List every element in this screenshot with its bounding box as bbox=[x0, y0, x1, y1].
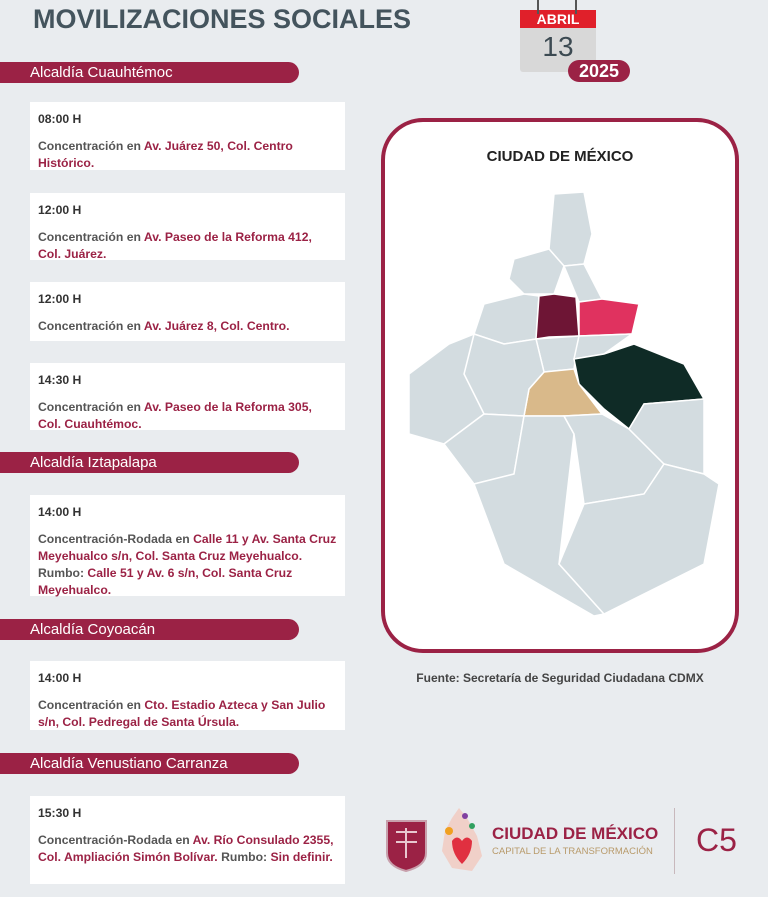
event-card bbox=[30, 193, 345, 260]
event-type: Concentración-Rodada bbox=[38, 833, 173, 847]
map-title: CIUDAD DE MÉXICO bbox=[486, 148, 634, 165]
event-location: Calle 11 y Av. Santa Cruz Meyehualco s/n, Col. Santa Cruz Meyehualco. bbox=[38, 532, 337, 563]
map-panel bbox=[381, 118, 739, 653]
event-location: Av. Paseo de la Reforma 412, Col. Juárez. bbox=[38, 230, 312, 261]
event-type: en bbox=[123, 698, 145, 712]
event-time: 12:00 H bbox=[38, 203, 82, 217]
event-type: en bbox=[172, 833, 193, 847]
c5-logo: C5 bbox=[696, 822, 737, 858]
event-type: Concentración-Rodada bbox=[38, 532, 173, 546]
section-header: Alcaldía Venustiano Carranza bbox=[0, 753, 299, 774]
cdmx-shield-icon bbox=[384, 818, 429, 873]
event-type: Rumbo: bbox=[217, 850, 271, 864]
event-time: 12:00 H bbox=[38, 292, 82, 306]
section-header: Alcaldía Cuauhtémoc bbox=[0, 62, 299, 83]
calendar-day: 13 bbox=[542, 31, 574, 62]
source-note: Fuente: Secretaría de Seguridad Ciudadana CDMX bbox=[416, 671, 704, 685]
event-description bbox=[38, 697, 337, 731]
event-card bbox=[30, 796, 345, 884]
calendar-badge bbox=[518, 0, 633, 90]
event-type: Concentración bbox=[38, 230, 124, 244]
footer-divider bbox=[674, 808, 675, 874]
event-location: Av. Juárez 8, Col. Centro. bbox=[143, 319, 290, 333]
calendar-month: ABRIL bbox=[536, 11, 580, 27]
cdmx-heart-map-icon bbox=[437, 806, 487, 874]
calendar-year: 2025 bbox=[578, 61, 620, 81]
logo-title: CIUDAD DE MÉXICO bbox=[492, 824, 659, 843]
event-description bbox=[38, 229, 337, 263]
event-description bbox=[38, 531, 337, 599]
event-location: Av. Paseo de la Reforma 305, Col. Cuauhtémoc. bbox=[38, 400, 312, 431]
event-description bbox=[38, 399, 337, 433]
map-region-azcapotzalco bbox=[509, 249, 564, 294]
map-region-gam bbox=[549, 192, 592, 266]
event-type: en bbox=[123, 230, 144, 244]
event-time: 14:00 H bbox=[38, 671, 82, 685]
event-location: Av. Río Consulado 2355, Col. Ampliación Simón Bolívar. bbox=[38, 833, 334, 864]
event-type: Concentración bbox=[38, 400, 124, 414]
event-location: Cto. Estadio Azteca y San Julio s/n, Col. Pedregal de Santa Úrsula. bbox=[38, 698, 326, 729]
event-time: 08:00 H bbox=[38, 112, 82, 126]
map-region-cuauhtemoc bbox=[536, 294, 579, 339]
event-location: Av. Juárez 50, Col. Centro Histórico. bbox=[38, 139, 293, 170]
page-title: MOVILIZACIONES SOCIALES bbox=[33, 4, 412, 34]
section-header: Alcaldía Iztapalapa bbox=[0, 452, 299, 473]
cdmx-map bbox=[385, 122, 735, 649]
event-type: en bbox=[172, 532, 194, 546]
event-time: 14:00 H bbox=[38, 505, 82, 519]
event-type: Concentración bbox=[38, 319, 124, 333]
logo-subtitle: CAPITAL DE LA TRANSFORMACIÓN bbox=[492, 846, 653, 857]
event-card bbox=[30, 495, 345, 596]
event-type: en bbox=[123, 139, 144, 153]
event-card bbox=[30, 363, 345, 430]
event-type: Rumbo: bbox=[38, 566, 88, 580]
event-time: 15:30 H bbox=[38, 806, 82, 820]
event-card bbox=[30, 102, 345, 170]
event-type: Concentración bbox=[38, 698, 124, 712]
event-location: Sin definir. bbox=[270, 850, 333, 864]
map-region-venustiano-carranza bbox=[579, 299, 639, 336]
event-time: 14:30 H bbox=[38, 373, 82, 387]
section-header: Alcaldía Coyoacán bbox=[0, 619, 299, 640]
event-description bbox=[38, 318, 337, 335]
event-description bbox=[38, 138, 337, 172]
event-type: en bbox=[123, 400, 144, 414]
event-card bbox=[30, 282, 345, 341]
event-type: Concentración bbox=[38, 139, 124, 153]
event-card bbox=[30, 661, 345, 730]
event-type: en bbox=[123, 319, 144, 333]
event-location: Calle 51 y Av. 6 s/n, Col. Santa Cruz Meyehualco. bbox=[38, 566, 293, 597]
event-description bbox=[38, 832, 337, 866]
